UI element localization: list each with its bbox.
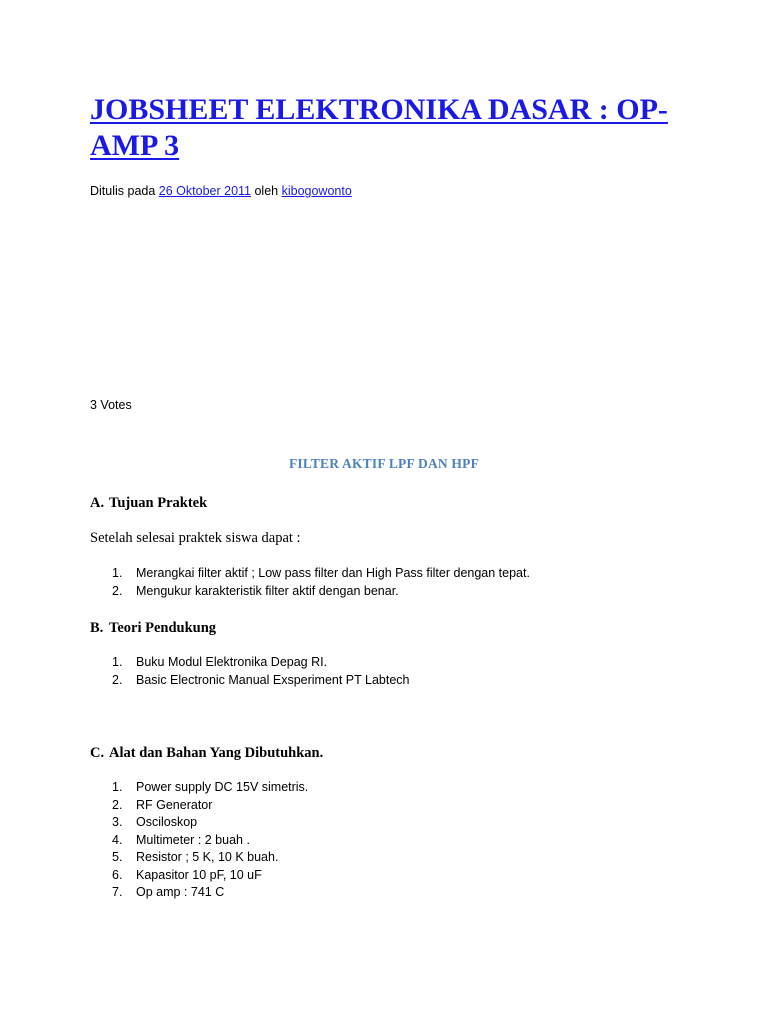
heading-text: Tujuan Praktek: [109, 495, 208, 511]
author-link[interactable]: kibogowonto: [281, 184, 352, 198]
list-item-number: 5.: [112, 850, 123, 864]
heading-teori-pendukung: [90, 619, 216, 637]
list-item-text: Osciloskop: [136, 815, 198, 829]
list-item-number: 2.: [112, 797, 123, 812]
heading-letter: C.: [90, 745, 105, 761]
list-item-text: Basic Electronic Manual Exsperiment PT Labtech: [136, 672, 410, 687]
list-item-text: Kapasitor 10 pF, 10 uF: [136, 867, 262, 882]
heading-text: Teori Pendukung: [109, 620, 217, 636]
list-item-number: 2.: [112, 672, 123, 687]
byline: [90, 182, 352, 200]
heading-tujuan-praktek: [90, 494, 207, 512]
list-item-text: Op amp : 741 C: [136, 885, 225, 899]
list-item-number: 1.: [112, 780, 123, 794]
heading-letter: A.: [90, 495, 105, 511]
page-title-link[interactable]: JOBSHEET ELEKTRONIKA DASAR : OP-AMP 3: [90, 93, 668, 162]
date-link[interactable]: 26 Oktober 2011: [158, 184, 251, 198]
list-item-text: Power supply DC 15V simetris.: [136, 780, 309, 794]
list-item-number: 4.: [112, 832, 123, 847]
intro-text: Setelah selesai praktek siswa dapat :: [90, 530, 301, 546]
list-item-text: Buku Modul Elektronika Depag RI.: [136, 655, 328, 669]
votes-count: 3 Votes: [90, 398, 132, 412]
list-item-text: Mengukur karakteristik filter aktif dengan benar.: [136, 583, 399, 598]
list-item-number: 6.: [112, 867, 123, 882]
heading-alat-bahan: [90, 744, 323, 762]
list-item-text: Multimeter : 2 buah .: [136, 832, 250, 847]
heading-text: Alat dan Bahan Yang Dibutuhkan.: [109, 745, 324, 761]
list-item-number: 7.: [112, 885, 123, 899]
list-item-text: Resistor ; 5 K, 10 K buah.: [136, 850, 279, 864]
section-title: FILTER AKTIF LPF DAN HPF: [288, 456, 480, 471]
list-item-number: 1.: [112, 655, 123, 669]
list-item-number: 1.: [112, 566, 123, 580]
list-item-number: 3.: [112, 815, 123, 829]
list-item-text: Merangkai filter aktif ; Low pass filter dan High Pass filter dengan tepat.: [136, 566, 530, 580]
page-title[interactable]: [90, 92, 690, 164]
heading-letter: B.: [90, 620, 104, 636]
list-item-number: 2.: [112, 583, 123, 598]
byline-prefix: Ditulis pada: [90, 184, 159, 198]
list-item-text: RF Generator: [136, 797, 213, 812]
byline-middle: oleh: [251, 184, 282, 198]
